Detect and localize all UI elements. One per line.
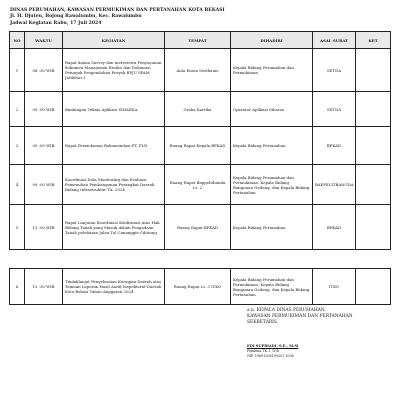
cell-no: 3 (10, 127, 25, 165)
table-header-row (10, 32, 391, 49)
cell-waktu: 13 :00 WIB (25, 205, 63, 250)
cell-waktu: 09 :00 WIB (25, 92, 63, 127)
table-row (10, 92, 391, 127)
cell-dihadiri: Kepala Bidang Pertanahan (231, 127, 313, 165)
signatory-name: EDI SUPRIADI, S.E., M.Si (247, 344, 299, 348)
cell-kegiatan: Rapat Permohonan Rekomendasi PT. PLN (63, 127, 165, 165)
col-header-dihadiri: DIHADIRI (231, 32, 313, 49)
signature-on-behalf: a.n. KEPALA DINAS PERUMAHAN, (247, 308, 326, 313)
cell-ket (356, 205, 391, 250)
table-row (10, 127, 391, 165)
cell-dihadiri: Kepala Bidang Perumahan dan Permukiman (231, 49, 313, 92)
cell-tempat: Ruang Rapat Lt. 3 ITKO (165, 269, 231, 305)
cell-tempat: Graha Kartika (165, 92, 231, 127)
agenda-date: Jadwal Kegiatan Rabu, 17 Juli 2024 (10, 20, 102, 26)
cell-dihadiri: Kepala Bidang Pertanahan (231, 205, 313, 250)
cell-ket (356, 127, 391, 165)
cell-no: 5 (10, 205, 25, 250)
cell-ket (356, 49, 391, 92)
agency-address: Jl. H. Djuteu, Bojong Rawalumbu, Kec. Rawalumbu (10, 14, 142, 20)
cell-kegiatan: Rapat Lanjutan Koordinasi Konfirmasi Atas Hak Bidang Tanah yang Masuk dalam Pengadaan Tanah pelebaran Jalan Tol Cimanggis-Cibitung (63, 205, 165, 250)
cell-dihadiri: Kepala Bidang Perumahan dan Permukiman, Kepala Bidang Bangunan Gedung, dan Kepala Bidang Pertanahan (231, 269, 313, 305)
signature-block (247, 308, 353, 359)
cell-asal-surat: BAPPELITBANGDA (313, 165, 356, 205)
schedule-table-continued (9, 268, 391, 305)
col-header-asal-surat: ASAL SURAT (313, 32, 356, 49)
col-header-ket: KET (356, 32, 391, 49)
cell-no: 1 (10, 49, 25, 92)
signatory-nip: NIP. 19691206199301 1006 (247, 354, 294, 358)
cell-tempat: Aula Room Sesthanie (165, 49, 231, 92)
signature-position: SEKRETARIS, (247, 320, 279, 325)
cell-kegiatan: Bimbingan Teknis Aplikasi SIHARSA (63, 92, 165, 127)
cell-waktu: 13 :30 WIB (25, 269, 63, 305)
cell-kegiatan: Rapat dalam Survey dan mereviewa Penyusunan dokumen Manajemen Resiko dan Dokumen Petunjuk Pengendalian Proyek RPJU SPAM Jatiluhur I (63, 49, 165, 92)
cell-asal-surat: BPKAD (313, 205, 356, 250)
col-header-kegiatan: KEGIATAN (63, 32, 165, 49)
cell-asal-surat: SETDA (313, 49, 356, 92)
cell-ket (356, 92, 391, 127)
document-header (10, 8, 225, 27)
cell-asal-surat: ITKO (313, 269, 356, 305)
table-row (10, 165, 391, 205)
signature-office: KAWASAN PERMUKIMAN DAN PERTANAHAN (247, 314, 353, 319)
cell-ket (356, 269, 391, 305)
cell-dihadiri: Kepala Bidang Perumahan dan Permukiman, Kepala Bidang Bangunan Gedung, dan Kepala Bidang Pertanahan (231, 165, 313, 205)
cell-tempat: Ruang Rapat Bappelitbanda Lt. 2 (165, 165, 231, 205)
col-header-tempat: TEMPAT (165, 32, 231, 49)
agency-title: DINAS PERUMAHAN, KAWASAN PERMUKIMAN DAN PERTANAHAN KOTA BEKASI (10, 8, 225, 13)
cell-tempat: Ruang Rapat Kepala BPKAD (165, 127, 231, 165)
cell-kegiatan: Tindaklanjut Penyelesaian Kerugian Daerah atas Temuan Laporan Hasil Audit Inspektorat Daerah Kota Bekasi Tahun Anggaran 2024 (63, 269, 165, 305)
table-row (10, 269, 391, 305)
table-row (10, 49, 391, 92)
signatory-rank: Pembina TK.1, IV/b (247, 349, 280, 353)
schedule-table (9, 31, 391, 250)
cell-ket (356, 165, 391, 205)
cell-tempat: Ruang Rapat BPKAD (165, 205, 231, 250)
cell-waktu: 09 :00 WIB (25, 165, 63, 205)
cell-asal-surat: BPKAD (313, 127, 356, 165)
cell-dihadiri: Operator Aplikasi Siharsa (231, 92, 313, 127)
col-header-waktu: WAKTU (25, 32, 63, 49)
cell-waktu: 08 :30 WIB (25, 49, 63, 92)
cell-asal-surat: SETDA (313, 92, 356, 127)
col-header-no: NO (10, 32, 25, 49)
cell-waktu: 09 :00 WIB (25, 127, 63, 165)
cell-no: 2 (10, 92, 25, 127)
cell-kegiatan: Koordinasi Data Monitoring dan Evaluasi Pemenuhan Pembangunan Perangkat Daerah Bidang Infrastruktur TA. 2024 (63, 165, 165, 205)
cell-no: 4 (10, 165, 25, 205)
cell-no: 6 (10, 269, 25, 305)
table-row (10, 205, 391, 250)
